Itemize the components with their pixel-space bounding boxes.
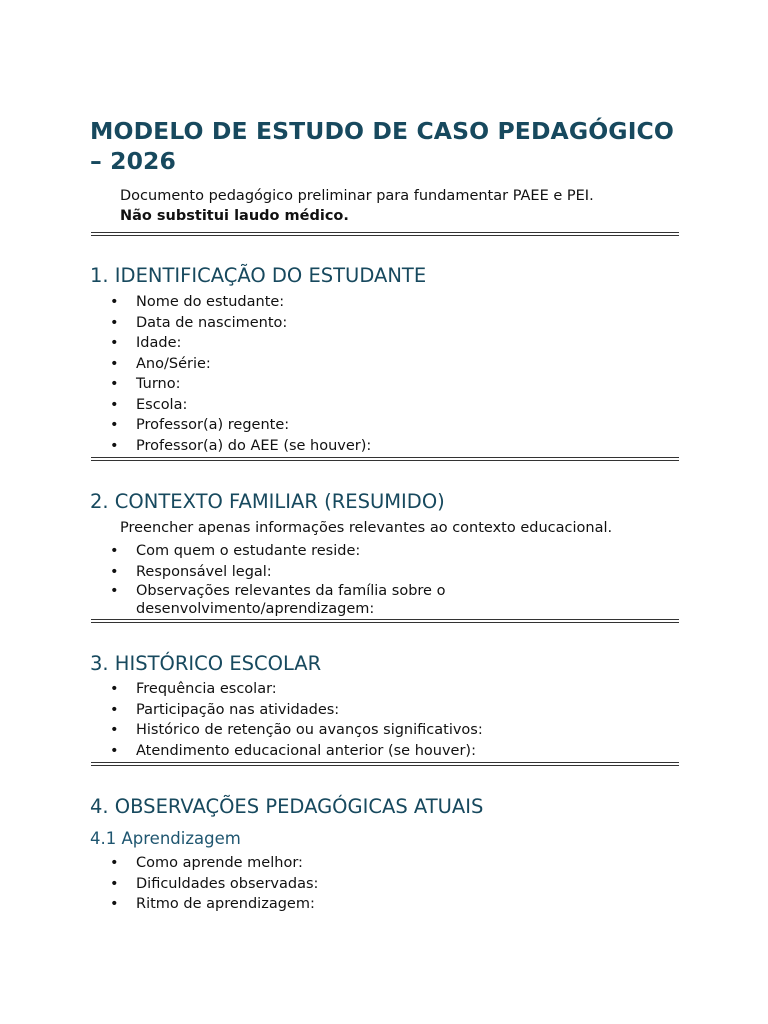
list-item-text: Atendimento educacional anterior (se houver): xyxy=(136,742,476,759)
bullet-icon: • xyxy=(110,563,119,580)
historico-escolar-list xyxy=(90,679,680,761)
bullet-icon: • xyxy=(110,583,119,599)
list-item-text: Nome do estudante: xyxy=(136,294,285,310)
list-item xyxy=(90,395,680,416)
bullet-icon: • xyxy=(110,314,119,331)
bullet-icon: • xyxy=(110,437,119,454)
list-item xyxy=(90,720,680,741)
section-title-identificacao: 1. IDENTIFICAÇÃO DO ESTUDANTE xyxy=(90,264,427,287)
bullet-icon: • xyxy=(110,896,119,912)
intro-text: Documento pedagógico preliminar para fundamentar PAEE e PEI. xyxy=(120,188,594,204)
list-item-text: Frequência escolar: xyxy=(136,681,277,697)
list-item-text: Como aprende melhor: xyxy=(136,855,303,871)
list-item-text: Data de nascimento: xyxy=(136,314,288,331)
list-item xyxy=(90,374,680,395)
list-item-text: Turno: xyxy=(136,376,181,392)
list-item-text: Ritmo de aprendizagem: xyxy=(136,896,315,912)
intro-disclaimer: Não substitui laudo médico. xyxy=(120,208,349,224)
bullet-icon: • xyxy=(110,335,119,351)
bullet-icon: • xyxy=(110,875,119,892)
bullet-icon: • xyxy=(110,355,119,372)
bullet-icon: • xyxy=(110,294,119,310)
bullet-icon: • xyxy=(110,376,119,392)
list-item xyxy=(90,313,680,334)
aprendizagem-list xyxy=(90,853,680,915)
contexto-familiar-list xyxy=(90,541,680,618)
section-divider xyxy=(91,619,679,623)
section-title-observacoes-pedagogicas: 4. OBSERVAÇÕES PEDAGÓGICAS ATUAIS xyxy=(90,795,484,818)
list-item xyxy=(90,853,680,874)
list-item xyxy=(90,292,680,313)
list-item-text: Participação nas atividades: xyxy=(136,701,340,718)
section-title-contexto-familiar: 2. CONTEXTO FAMILIAR (RESUMIDO) xyxy=(90,490,445,513)
list-item xyxy=(90,415,680,436)
list-item-text: Histórico de retenção ou avanços significativos: xyxy=(136,722,483,738)
list-item-text: Com quem o estudante reside: xyxy=(136,543,361,559)
section-note: Preencher apenas informações relevantes ao contexto educacional. xyxy=(120,520,613,536)
subsection-title-aprendizagem: 4.1 Aprendizagem xyxy=(90,829,241,848)
bullet-icon: • xyxy=(110,543,119,559)
list-item xyxy=(90,874,680,895)
section-divider xyxy=(91,232,679,236)
list-item-text: Dificuldades observadas: xyxy=(136,875,319,892)
list-item xyxy=(90,679,680,700)
bullet-icon: • xyxy=(110,396,119,413)
document-title: MODELO DE ESTUDO DE CASO PEDAGÓGICO – 2026 xyxy=(90,117,674,175)
list-item xyxy=(90,582,680,618)
bullet-icon: • xyxy=(110,417,119,433)
list-item xyxy=(90,741,680,762)
list-item-text: Professor(a) regente: xyxy=(136,417,290,433)
identificacao-list xyxy=(90,292,680,456)
list-item xyxy=(90,562,680,583)
list-item-text: Idade: xyxy=(136,335,182,351)
bullet-icon: • xyxy=(110,742,119,759)
list-item-text: Ano/Série: xyxy=(136,355,211,372)
list-item xyxy=(90,541,680,562)
list-item xyxy=(90,333,680,354)
section-title-historico-escolar: 3. HISTÓRICO ESCOLAR xyxy=(90,652,322,675)
list-item xyxy=(90,894,680,915)
bullet-icon: • xyxy=(110,681,119,697)
section-divider xyxy=(91,457,679,461)
list-item-text: Responsável legal: xyxy=(136,563,272,580)
list-item xyxy=(90,436,680,457)
bullet-icon: • xyxy=(110,722,119,738)
intro-block xyxy=(120,186,680,226)
list-item xyxy=(90,700,680,721)
list-item-text: Professor(a) do AEE (se houver): xyxy=(136,437,372,454)
document-page xyxy=(90,116,680,915)
bullet-icon: • xyxy=(110,701,119,718)
section-divider xyxy=(91,762,679,766)
list-item-text: Observações relevantes da família sobre o desenvolvimento/aprendizagem: xyxy=(136,583,446,617)
bullet-icon: • xyxy=(110,855,119,871)
list-item-text: Escola: xyxy=(136,396,188,413)
list-item xyxy=(90,354,680,375)
